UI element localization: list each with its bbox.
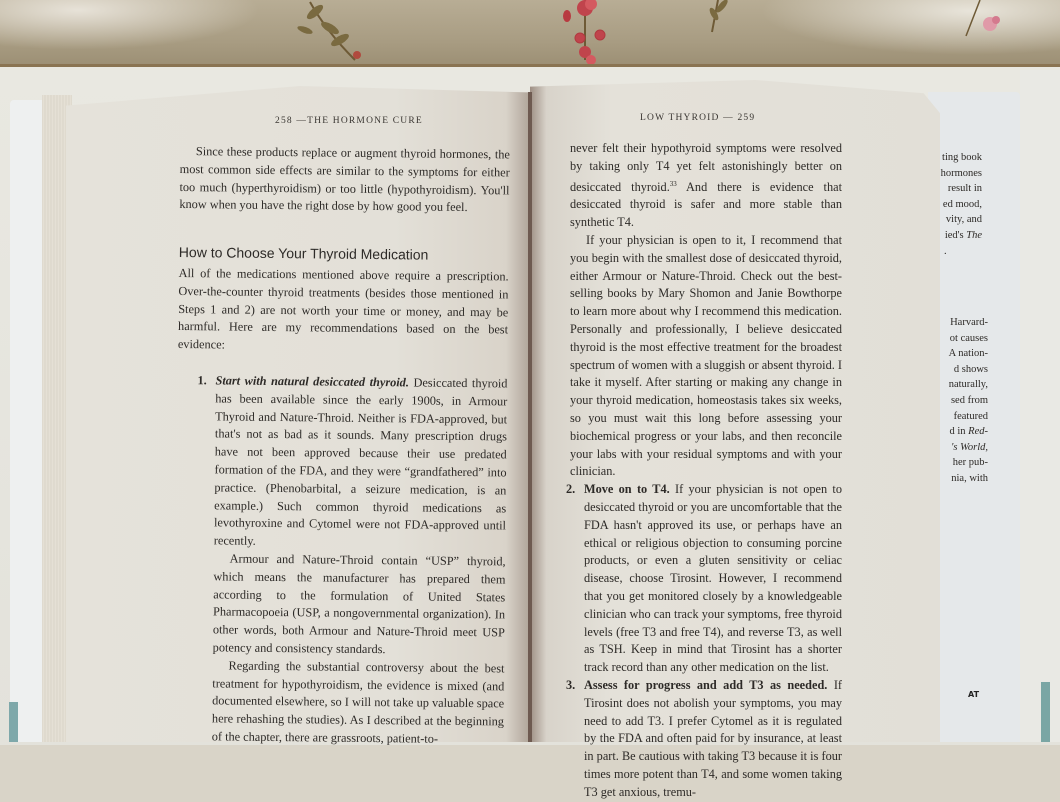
flap-line: hormones: [940, 167, 982, 179]
flap-line: ed mood,: [942, 198, 982, 210]
flap-line: [930, 228, 982, 244]
cover-teal-strip-left: [9, 702, 18, 742]
leaf-stem-icon: [700, 0, 750, 40]
cover-flap-text-middle: [930, 315, 988, 487]
cover-flap-text-top: [930, 150, 982, 259]
section-paragraph: All of the medications mentioned above require a prescription. Over-the-counter thyroid treatments (besides those mentioned in Steps 1 and 2) are not worth your time or money, and may be harmful. Here are my recommendations based on the best evidence:: [177, 265, 509, 352]
flap-word-italic: Red-: [968, 426, 988, 438]
red-flower-icon: [525, 0, 625, 70]
continued-paragraph: [570, 140, 842, 232]
left-page-text: [174, 143, 510, 749]
flap-line: naturally,: [948, 379, 988, 391]
list-number: 2.: [566, 482, 576, 497]
flap-line: [930, 424, 988, 440]
recommend-paragraph: If your physician is open to it, I recommend that you begin with the smallest dose of desiccated thyroid, either Armour or Nature-Throid. Check out the best-selling books by Mary Shomon and Janie Bowthorpe to learn more about why I recommend this medication. Personally and professionally, I believe desiccated thyroid is the most effective treatment for the broadest spectrum of women with a sluggish or absent thyroid. I take it myself. After starting or making any change in your thyroid medication, homeostasis takes six weeks, so you must wait this long before assessing your biochemical progress or your labs, and then reconcile your labs with your residual symptoms and with your clinician.: [570, 233, 842, 479]
list-item-body: If your physician is not open to desiccated thyroid or you are uncomfortable that the FDA hasn't approved its use, or perhaps have an ethical or religious objection to consuming porcine products, or even a gluten sensitivity or celiac disease, choose Tirosint. However, I recommend that you get monitored closely by a knowledgeable clinician who can track your symptoms, free thyroid levels (free T3 and free T4), and reverse T3, as well as TSH. Keep in mind that Tirosint has a shorter track record than any other medication on the list.: [584, 482, 842, 675]
flap-line: her pub-: [952, 457, 988, 469]
flap-line: A nation-: [948, 348, 988, 360]
intro-paragraph: Since these products replace or augment thyroid hormones, the most common side effects are similar to the symptoms for either too much (hyperthyroidism) or too little (hypothyroidism). You'll know when you have the right dose by how good you feel.: [179, 144, 510, 215]
flap-line: Harvard-: [950, 317, 988, 328]
footnote-reference: 33: [669, 179, 677, 188]
left-running-head: 258 —THE HORMONE CURE: [275, 116, 423, 126]
cover-teal-strip-right: [1041, 682, 1050, 742]
flap-word-italic: The: [966, 229, 982, 241]
right-page-text: [566, 140, 843, 802]
light-reflection-left: [0, 0, 260, 50]
shelf-side-panel: [1020, 70, 1060, 742]
continued-text-end: And there is evidence that desiccated thyroid is safer and more stable than synthetic T4.: [570, 179, 842, 230]
recommendation-list: [566, 481, 843, 801]
controversy-paragraph: Regarding the substantial controversy about the best treatment for hypothyroidism, the evidence is mixed (and documented elsewhere, so I will not take up valuable space here rehashing the studies). As I described at the beginning of the chapter, there are grassroots, patient-to-: [211, 658, 505, 746]
flap-line: nia, with: [951, 472, 988, 484]
flap-line: [930, 440, 988, 456]
light-reflection-right: [760, 0, 1060, 55]
flap-word-italic: 's: [951, 441, 958, 453]
flap-line: result in: [947, 183, 982, 195]
list-item-text: [214, 372, 508, 553]
continued-text: never felt their hypothyroid symptoms were resolved by taking only T4 yet felt astonishingly better on desiccated thyroid.: [570, 141, 842, 194]
list-item-body: Desiccated thyroid has been available since the early 1900s, in Armour Thyroid and Nature-Throid. Neither is FDA-approved, but that's not as bad as it sounds. Many prescription drugs have not been approved because their use predated formation of the FDA, and they were “grandfathered” into practice. (Phenobarbital, a seizure medication, is an example.) Such common thyroid medications as levothyroxine and Cytomel were not FDA-approved until recently.: [213, 375, 508, 548]
usp-paragraph: Armour and Nature-Throid contain “USP” thyroid, which means the manufacturer has prepared them according to the formulation of United States Pharmacopoeia (USP, a nongovernmental organization). In other words, both Armour and Nature-Throid meet USP potency and consistency standards.: [212, 551, 506, 657]
flap-word: ied's: [944, 229, 964, 241]
leaf-sprig-icon: [285, 0, 375, 62]
section-heading: How to Choose Your Thyroid Medication: [178, 244, 429, 263]
flap-line: ot causes: [949, 332, 988, 344]
cover-flap-label: AT: [968, 690, 980, 699]
pink-flower-icon: [950, 0, 1010, 40]
list-item-lead: Move on to T4.: [584, 482, 670, 497]
list-item-1: [174, 372, 508, 749]
list-item-2: [566, 481, 842, 677]
flap-line: vity, and: [945, 214, 982, 226]
list-item-3: [566, 677, 843, 802]
list-number: 3.: [566, 678, 576, 692]
flap-line: featured: [953, 410, 988, 422]
book-gutter: [528, 92, 532, 742]
list-item-lead: Start with natural desiccated thyroid.: [215, 373, 410, 390]
flap-word: d in: [949, 426, 966, 438]
flap-line: d shows: [953, 363, 988, 375]
flap-line: ting book: [942, 152, 982, 163]
list-item-lead: Assess for progress and add T3 as needed.: [584, 678, 828, 692]
list-item-text: [584, 677, 842, 802]
flap-line: .: [944, 245, 947, 257]
flap-line: sed from: [950, 394, 988, 406]
flap-word-italic: World,: [960, 441, 988, 453]
list-number: 1.: [197, 373, 207, 388]
right-running-head: LOW THYROID — 259: [640, 113, 756, 123]
floral-wallpaper: [0, 0, 1060, 70]
list-item-text: [584, 481, 842, 677]
list-item-body: If Tirosint does not abolish your symptoms, you may need to add T3. I prefer Cytomel as it is regulated by the FDA and often paid for by insurance, at least in part. Be cautious with taking T3 because it is four times more potent than T4, and some women taking T3 get anxious, tremu-: [584, 678, 843, 799]
